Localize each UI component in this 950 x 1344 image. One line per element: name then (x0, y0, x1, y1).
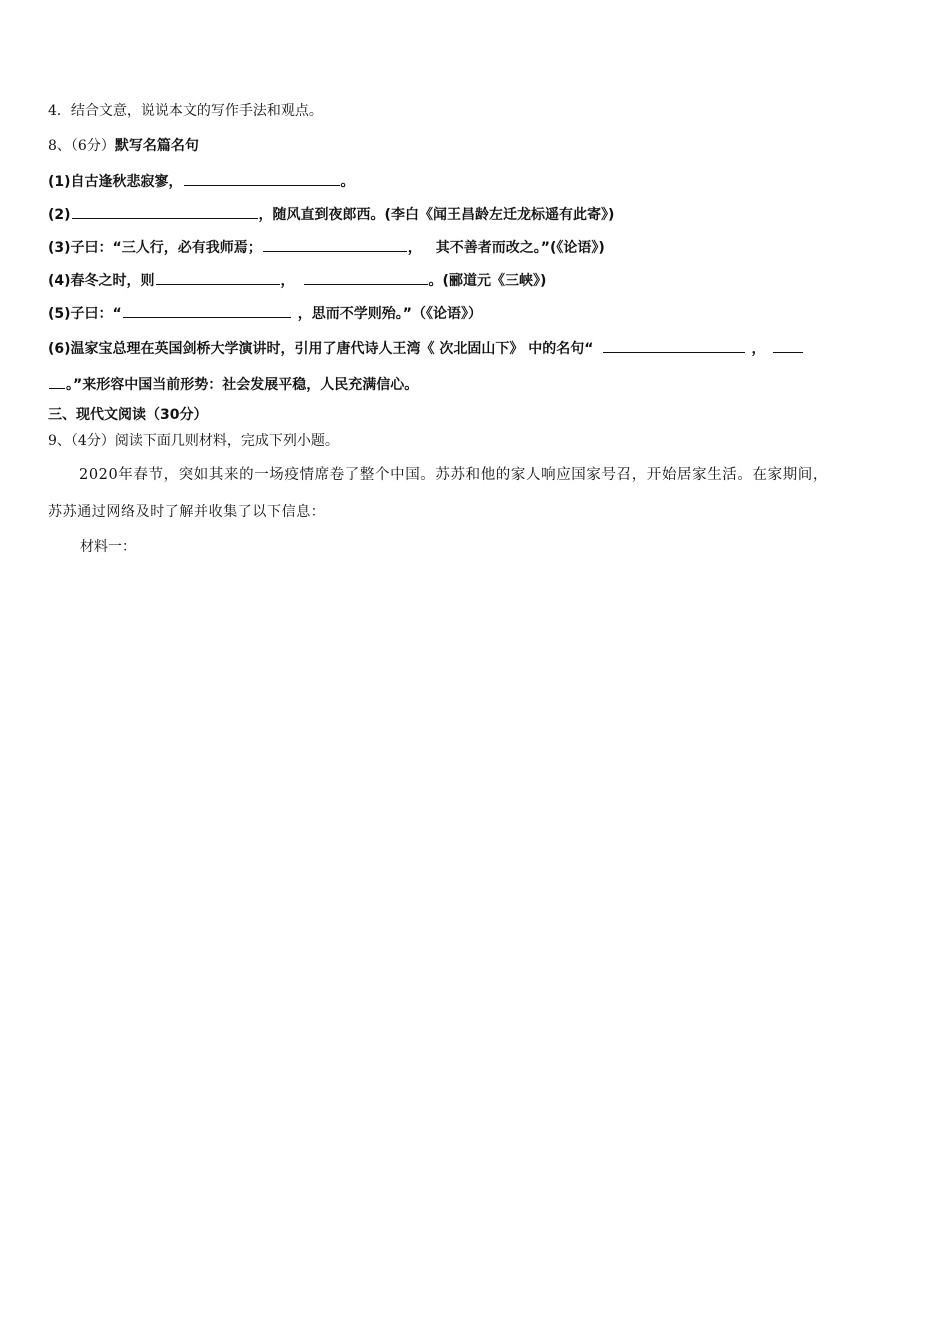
question-9-number: 9、（4分） (48, 433, 115, 449)
recite-item-6-continued (48, 373, 418, 395)
paragraph-1-line-2: 苏苏通过网络及时了解并收集了以下信息： (48, 504, 326, 520)
answer-blank[interactable] (773, 337, 803, 353)
answer-blank[interactable] (263, 236, 407, 252)
recite-item-5 (48, 302, 482, 324)
question-8-number: 8、（6分） (48, 138, 115, 154)
question-8-header (48, 136, 199, 156)
recite-item-1-end: 。 (340, 174, 355, 190)
section-3-heading: 三、现代文阅读（30分） (48, 407, 208, 423)
recite-item-5-end: ，思而不学则殆。”（《论语》） (297, 306, 482, 322)
answer-blank[interactable] (304, 269, 428, 285)
recite-item-2-num: (2) (48, 207, 71, 223)
recite-item-3-text: (3)子曰：“三人行，必有我师焉； (48, 240, 262, 256)
recite-item-4 (48, 269, 546, 291)
recite-item-5-text: (5)子曰：“ (48, 306, 122, 322)
recite-item-3-comma: ， (407, 240, 422, 256)
recite-item-2-text: ，随风直到夜郎西。(李白《闻王昌龄左迁龙标遥有此寄》) (258, 207, 615, 223)
recite-item-4-comma: ， (280, 273, 295, 289)
recite-item-2 (48, 203, 614, 225)
recite-item-4-text: (4)春冬之时，则 (48, 273, 155, 289)
recite-item-6-text: (6)温家宝总理在英国剑桥大学演讲时，引用了唐代诗人王湾《 次北固山下》 中的名句“ (48, 341, 594, 357)
answer-blank[interactable] (603, 337, 745, 353)
recite-item-1 (48, 170, 355, 192)
paragraph-1-line-1: 2020年春节，突如其来的一场疫情席卷了整个中国。苏苏和他的家人响应国家号召，开始居家生活。在家期间， (79, 467, 828, 483)
recite-item-6 (48, 337, 804, 359)
question-9-text: 阅读下面几则材料，完成下列小题。 (114, 433, 339, 449)
question-8-title: 默写名篇名句 (114, 138, 199, 154)
recite-item-6-cont-text: 。”来形容中国当前形势：社会发展平稳，人民充满信心。 (66, 377, 419, 393)
question-9-header (48, 431, 339, 451)
material-1-label: 材料一： (80, 539, 136, 555)
recite-item-3-end: 其不善者而改之。”(《论语》) (435, 240, 605, 256)
answer-blank[interactable] (123, 302, 291, 318)
recite-item-4-end: 。(郦道元《三峡》) (428, 273, 547, 289)
answer-blank[interactable] (156, 269, 280, 285)
recite-item-6-comma: ， (751, 341, 766, 357)
recite-item-3 (48, 236, 605, 258)
question-4-line: 4．结合文意，说说本文的写作手法和观点。 (48, 103, 323, 119)
answer-blank[interactable] (49, 373, 65, 389)
recite-item-1-text: (1)自古逢秋悲寂寥， (48, 174, 183, 190)
answer-blank[interactable] (72, 203, 258, 219)
answer-blank[interactable] (184, 170, 340, 186)
